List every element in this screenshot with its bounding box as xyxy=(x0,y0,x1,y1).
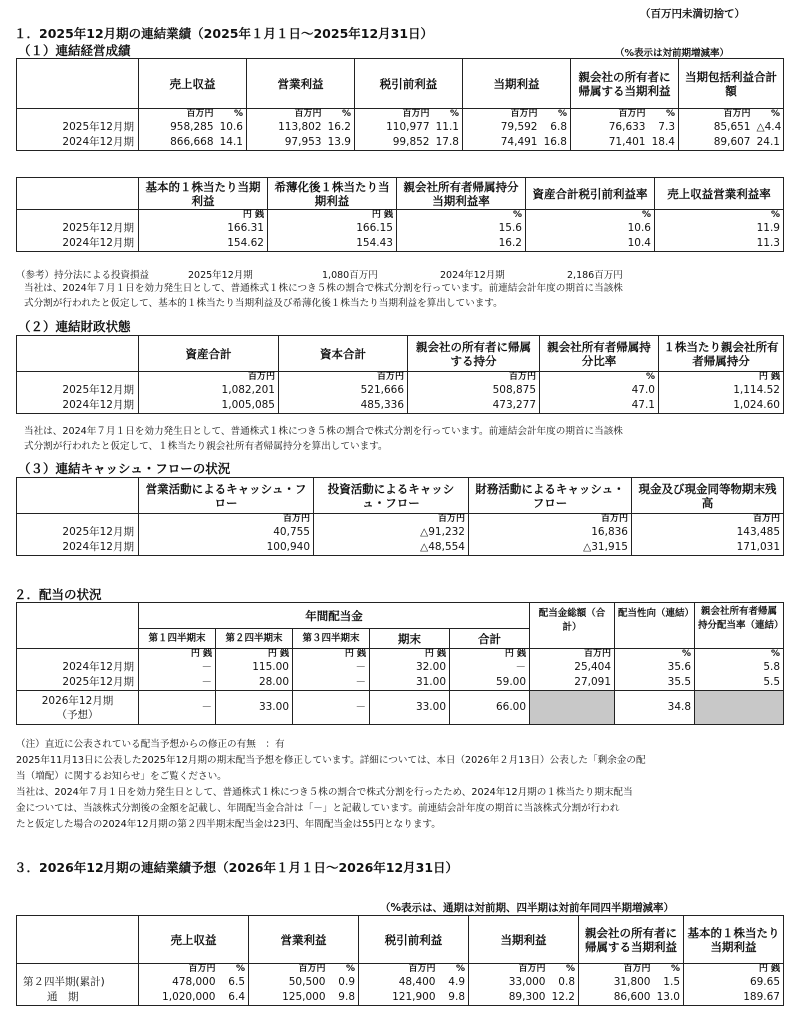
cell: 866,668 xyxy=(139,135,217,151)
unit-label: 百万円 xyxy=(359,964,439,976)
cell: 89,607 xyxy=(679,135,754,151)
unit-label: 百万円 xyxy=(463,109,541,121)
unit-label: % xyxy=(455,964,465,974)
header-total-equity: 資本合計 xyxy=(279,336,408,372)
row-label: 2025年12月期 xyxy=(17,525,139,540)
cell: 71,401 xyxy=(571,135,649,151)
unit-label: % xyxy=(540,372,659,384)
forecast-label: 2026年12月期 xyxy=(41,694,114,707)
cell: 10.6 xyxy=(526,221,655,236)
row-label: 2024年12月期 xyxy=(17,236,139,252)
cell: 6.5 xyxy=(228,976,245,988)
cell: 50,500 xyxy=(249,975,329,990)
header-blank xyxy=(17,603,139,649)
unit-label: % xyxy=(557,109,567,119)
unit-label: % xyxy=(665,109,675,119)
unit-label: % xyxy=(615,649,695,661)
cash-flow-table xyxy=(16,477,784,556)
per-share-table xyxy=(16,177,784,252)
cell: 154.43 xyxy=(268,236,397,252)
header-owners-equity: 親会社の所有者に帰属する持分 xyxy=(408,336,540,372)
cell: 143,485 xyxy=(632,525,784,540)
note-line: （注）直近に公表されている配当予想からの修正の有無 ：有 xyxy=(16,739,285,750)
table-row xyxy=(17,660,784,675)
header-operating-cf: 営業活動によるキャッシュ・フロー xyxy=(139,478,314,514)
unit-label: % xyxy=(449,109,459,119)
cell: 110,977 xyxy=(355,120,433,135)
row-label: 2024年12月期 xyxy=(17,660,139,675)
unit-label: % xyxy=(695,649,784,661)
unit-label: 百万円 xyxy=(408,372,540,384)
header-financing-cf: 財務活動によるキャッシュ・フロー xyxy=(469,478,632,514)
header-q1: 第１四半期末 xyxy=(139,629,216,649)
cell: 6.8 xyxy=(550,121,567,133)
header-margin: 売上収益営業利益率 xyxy=(655,178,784,210)
unit-label: 円 銭 xyxy=(293,649,370,661)
header-roa: 資産合計税引前利益率 xyxy=(526,178,655,210)
unit-label: 百万円 xyxy=(469,514,632,526)
cell: 35.6 xyxy=(615,660,695,675)
unit-label: % xyxy=(565,964,575,974)
unit-label: 円 銭 xyxy=(684,964,784,976)
cell: 166.31 xyxy=(139,221,268,236)
header-operating-profit: 営業利益 xyxy=(249,916,359,964)
cell: 28.00 xyxy=(216,675,293,691)
cell: 15.6 xyxy=(397,221,526,236)
cell: 47.0 xyxy=(540,383,659,398)
pct-note: （%表示は対前期増減率） xyxy=(615,48,730,59)
table-row xyxy=(17,383,784,398)
subsection-1-title: （１）連結経営成績 xyxy=(18,43,131,58)
cell: 89,300 xyxy=(469,990,549,1006)
cell: 1,005,085 xyxy=(139,398,279,414)
unit-note: （百万円未満切捨て） xyxy=(640,8,745,20)
header-total-assets: 資産合計 xyxy=(139,336,279,372)
section-1-title: １．2025年12月期の連結業績（2025年１月１日～2025年12月31日） xyxy=(14,26,434,41)
cell: 1,114.52 xyxy=(659,383,784,398)
ref-equity-method: （参考）持分法による投資損益 xyxy=(16,270,150,281)
table-row xyxy=(17,236,784,252)
unit-label: 円 銭 xyxy=(370,649,450,661)
cell: 25,404 xyxy=(530,660,615,675)
cell: 113,802 xyxy=(247,120,325,135)
header-total: 合計 xyxy=(450,629,530,649)
forecast-pct-note: （%表示は、通期は対前期、四半期は対前年同四半期増減率） xyxy=(380,902,675,914)
cell: △91,232 xyxy=(314,525,469,540)
row-label: 2024年12月期 xyxy=(17,398,139,414)
table-row xyxy=(17,525,784,540)
subsection-3-title: （３）連結キャッシュ・フローの状況 xyxy=(18,461,231,476)
row-label: 2025年12月期 xyxy=(17,120,139,135)
cell: 79,592 xyxy=(463,120,541,135)
cell: 166.15 xyxy=(268,221,397,236)
cell: 9.8 xyxy=(329,990,359,1006)
row-label: 2025年12月期 xyxy=(17,383,139,398)
ref-value-2024: 2,186百万円 xyxy=(567,270,623,281)
unit-label: 百万円 xyxy=(139,964,219,976)
header-blank xyxy=(17,178,139,210)
cell: 18.4 xyxy=(649,135,679,151)
cell: 10.4 xyxy=(526,236,655,252)
unit-label: 円 銭 xyxy=(450,649,530,661)
row-label: 2025年12月期 xyxy=(17,221,139,236)
row-label: 通 期 xyxy=(17,990,139,1006)
cell: 86,600 xyxy=(579,990,654,1006)
row-label: 第２四半期(累計) xyxy=(17,975,139,990)
financial-position-table xyxy=(16,335,784,414)
unit-label: 円 銭 xyxy=(216,649,293,661)
unit-label: 百万円 xyxy=(139,514,314,526)
header-total-dividend: 配当金総額（合計） xyxy=(530,603,615,649)
table-row xyxy=(17,540,784,556)
unit-label: 円 銭 xyxy=(659,372,784,384)
cell: 34.8 xyxy=(615,691,695,725)
header-revenue: 売上収益 xyxy=(139,59,247,109)
cell: 16.8 xyxy=(541,135,571,151)
note-line: 式分割が行われたと仮定して、基本的１株当たり当期利益及び希薄化後１株当たり当期利益を算出しています。 xyxy=(24,298,503,309)
row-label xyxy=(17,691,139,725)
header-net-profit: 当期利益 xyxy=(469,916,579,964)
cell: 11.1 xyxy=(435,121,459,133)
header-pretax-profit: 税引前利益 xyxy=(355,59,463,109)
cell: 5.5 xyxy=(695,675,784,691)
header-diluted-eps: 希薄化後１株当たり当期利益 xyxy=(268,178,397,210)
cell-shaded xyxy=(530,691,615,725)
unit-label: % xyxy=(233,109,243,119)
table-row xyxy=(17,990,784,1006)
cell: 16.2 xyxy=(397,236,526,252)
cell: 74,491 xyxy=(463,135,541,151)
cell: 59.00 xyxy=(450,675,530,691)
cell: 1,024.60 xyxy=(659,398,784,414)
cell: 521,666 xyxy=(279,383,408,398)
unit-label: % xyxy=(655,210,784,222)
cell: － xyxy=(293,660,370,675)
cell: 33,000 xyxy=(469,975,549,990)
cell: 11.9 xyxy=(655,221,784,236)
unit-label: 百万円 xyxy=(139,109,217,121)
operating-results-table xyxy=(16,58,784,151)
cell: 958,285 xyxy=(139,120,217,135)
unit-label: % xyxy=(670,964,680,974)
cell: 40,755 xyxy=(139,525,314,540)
cell: 189.67 xyxy=(684,990,784,1006)
cell-shaded xyxy=(695,691,784,725)
unit-label: % xyxy=(754,109,784,121)
table-row xyxy=(17,675,784,691)
table-row xyxy=(17,398,784,414)
cell: － xyxy=(139,675,216,691)
header-blank xyxy=(17,336,139,372)
cell: 48,400 xyxy=(359,975,439,990)
unit-label: 百万円 xyxy=(571,109,649,121)
cell: 66.00 xyxy=(450,691,530,725)
header-investing-cf: 投資活動によるキャッシュ・フロー xyxy=(314,478,469,514)
unit-label: 円 銭 xyxy=(139,649,216,661)
unit-label: 百万円 xyxy=(679,109,754,121)
cell: 69.65 xyxy=(684,975,784,990)
header-basic-eps: 基本的１株当たり当期利益 xyxy=(139,178,268,210)
cell: 11.3 xyxy=(655,236,784,252)
unit-label: 百万円 xyxy=(314,514,469,526)
forecast-label-sub: （予想） xyxy=(56,708,99,721)
header-annual-dividend: 年間配当金 xyxy=(139,603,530,629)
cell: 85,651 xyxy=(679,120,754,135)
cell: 47.1 xyxy=(540,398,659,414)
cell: 9.8 xyxy=(439,990,469,1006)
unit-label: 円 銭 xyxy=(139,210,268,222)
header-q2: 第２四半期末 xyxy=(216,629,293,649)
unit-label: 百万円 xyxy=(249,964,329,976)
cell: － xyxy=(293,675,370,691)
cell: 14.1 xyxy=(217,135,247,151)
table-row xyxy=(17,221,784,236)
unit-label: % xyxy=(397,210,526,222)
unit-label: 百万円 xyxy=(355,109,433,121)
note-line: 金については、当該株式分割後の金額を記載し、年間配当金合計は「－」と記載しています。前連結会計年度の期首に当該株式分割が行われ xyxy=(16,803,620,814)
cell: 10.6 xyxy=(219,121,243,133)
cell: 76,633 xyxy=(571,120,649,135)
cell: 100,940 xyxy=(139,540,314,556)
unit-label: % xyxy=(341,109,351,119)
unit-label: 百万円 xyxy=(139,372,279,384)
header-bps: １株当たり親会社所有者帰属持分 xyxy=(659,336,784,372)
note-line: 当社は、2024年７月１日を効力発生日として、普通株式１株につき５株の割合で株式分割を行っています。前連結会計年度の期首に当該株 xyxy=(24,283,623,294)
cell: 13.9 xyxy=(325,135,355,151)
table-row xyxy=(17,975,784,990)
cell: 35.5 xyxy=(615,675,695,691)
header-owners-profit: 親会社の所有者に帰属する当期利益 xyxy=(579,916,684,964)
header-q3: 第３四半期末 xyxy=(293,629,370,649)
header-roe: 親会社所有者帰属持分当期利益率 xyxy=(397,178,526,210)
cell: 17.8 xyxy=(433,135,463,151)
row-label: 2024年12月期 xyxy=(17,135,139,151)
note-line: 式分割が行われたと仮定して、１株当たり親会社所有者帰属持分を算出しています。 xyxy=(24,441,388,452)
forecast-table xyxy=(16,915,784,1006)
cell: 473,277 xyxy=(408,398,540,414)
cell: 115.00 xyxy=(216,660,293,675)
header-year-end: 期末 xyxy=(370,629,450,649)
cell: － xyxy=(139,691,216,725)
cell: － xyxy=(139,660,216,675)
cell: 31.00 xyxy=(370,675,450,691)
section-3-title: ３．2026年12月期の連結業績予想（2026年１月１日～2026年12月31日） xyxy=(14,860,459,875)
header-doe: 親会社所有者帰属持分配当率（連結） xyxy=(695,603,784,649)
table-row xyxy=(17,120,784,135)
ref-period-2025: 2025年12月期 xyxy=(188,270,253,281)
cell: － xyxy=(293,691,370,725)
cell: 1.5 xyxy=(663,976,680,988)
note-line: たと仮定した場合の2024年12月期の第２四半期末配当金は23円、年間配当金は55円となります。 xyxy=(16,819,441,830)
cell: 16,836 xyxy=(469,525,632,540)
cell: 154.62 xyxy=(139,236,268,252)
cell: 1,020,000 xyxy=(139,990,219,1006)
header-blank xyxy=(17,916,139,964)
ref-period-2024: 2024年12月期 xyxy=(440,270,505,281)
cell: 1,082,201 xyxy=(139,383,279,398)
note-line: 当社は、2024年７月１日を効力発生日として、普通株式１株につき５株の割合で株式分割を行っています。前連結会計年度の期首に当該株 xyxy=(24,426,623,437)
header-comprehensive: 当期包括利益合計額 xyxy=(679,59,784,109)
cell: 6.4 xyxy=(219,990,249,1006)
unit-label: 百万円 xyxy=(469,964,549,976)
cell: 99,852 xyxy=(355,135,433,151)
header-blank xyxy=(17,478,139,514)
cell: 4.9 xyxy=(448,976,465,988)
cell: △48,554 xyxy=(314,540,469,556)
cell: 0.9 xyxy=(338,976,355,988)
cell: 31,800 xyxy=(579,975,654,990)
cell: 171,031 xyxy=(632,540,784,556)
header-revenue: 売上収益 xyxy=(139,916,249,964)
cell: 97,953 xyxy=(247,135,325,151)
dividends-table xyxy=(16,602,784,725)
cell: 125,000 xyxy=(249,990,329,1006)
row-label: 2025年12月期 xyxy=(17,675,139,691)
cell: 0.8 xyxy=(558,976,575,988)
cell: 7.3 xyxy=(658,121,675,133)
ref-value-2025: 1,080百万円 xyxy=(322,270,378,281)
table-row xyxy=(17,135,784,151)
header-equity-ratio: 親会社所有者帰属持分比率 xyxy=(540,336,659,372)
cell: 13.0 xyxy=(654,990,684,1006)
cell: － xyxy=(450,660,530,675)
cell: 5.8 xyxy=(695,660,784,675)
cell: △4.4 xyxy=(754,120,784,135)
note-line: 2025年11月13日に公表した2025年12月期の期末配当予想を修正しています。詳細については、本日（2026年２月13日）公表した「剰余金の配 xyxy=(16,755,646,766)
unit-label: 百万円 xyxy=(247,109,325,121)
cell: 24.1 xyxy=(754,135,784,151)
unit-label: 百万円 xyxy=(579,964,654,976)
header-payout-ratio: 配当性向（連結） xyxy=(615,603,695,649)
unit-label: 百万円 xyxy=(279,372,408,384)
header-blank xyxy=(17,59,139,109)
cell: △31,915 xyxy=(469,540,632,556)
table-row-forecast xyxy=(17,691,784,725)
cell: 485,336 xyxy=(279,398,408,414)
unit-label: % xyxy=(345,964,355,974)
cell: 32.00 xyxy=(370,660,450,675)
unit-label: 円 銭 xyxy=(268,210,397,222)
header-owners-profit: 親会社の所有者に帰属する当期利益 xyxy=(571,59,679,109)
unit-label: 百万円 xyxy=(530,649,615,661)
unit-label: % xyxy=(526,210,655,222)
cell: 121,900 xyxy=(359,990,439,1006)
header-net-profit: 当期利益 xyxy=(463,59,571,109)
cell: 508,875 xyxy=(408,383,540,398)
cell: 12.2 xyxy=(549,990,579,1006)
cell: 27,091 xyxy=(530,675,615,691)
cell: 33.00 xyxy=(216,691,293,725)
cell: 478,000 xyxy=(139,975,219,990)
cell: 16.2 xyxy=(327,121,351,133)
header-operating-profit: 営業利益 xyxy=(247,59,355,109)
unit-label: % xyxy=(235,964,245,974)
row-label: 2024年12月期 xyxy=(17,540,139,556)
note-line: 当社は、2024年７月１日を効力発生日として、普通株式１株につき５株の割合で株式分割を行ったため、2024年12月期の１株当たり期末配当 xyxy=(16,787,633,798)
cell: 33.00 xyxy=(370,691,450,725)
unit-label: 百万円 xyxy=(632,514,784,526)
note-line: 当（増配）に関するお知らせ」をご覧ください。 xyxy=(16,771,227,782)
header-cash-balance: 現金及び現金同等物期末残高 xyxy=(632,478,784,514)
subsection-2-title: （２）連結財政状態 xyxy=(18,319,131,334)
header-pretax-profit: 税引前利益 xyxy=(359,916,469,964)
header-basic-eps: 基本的１株当たり当期利益 xyxy=(684,916,784,964)
section-2-title: ２．配当の状況 xyxy=(14,587,102,602)
